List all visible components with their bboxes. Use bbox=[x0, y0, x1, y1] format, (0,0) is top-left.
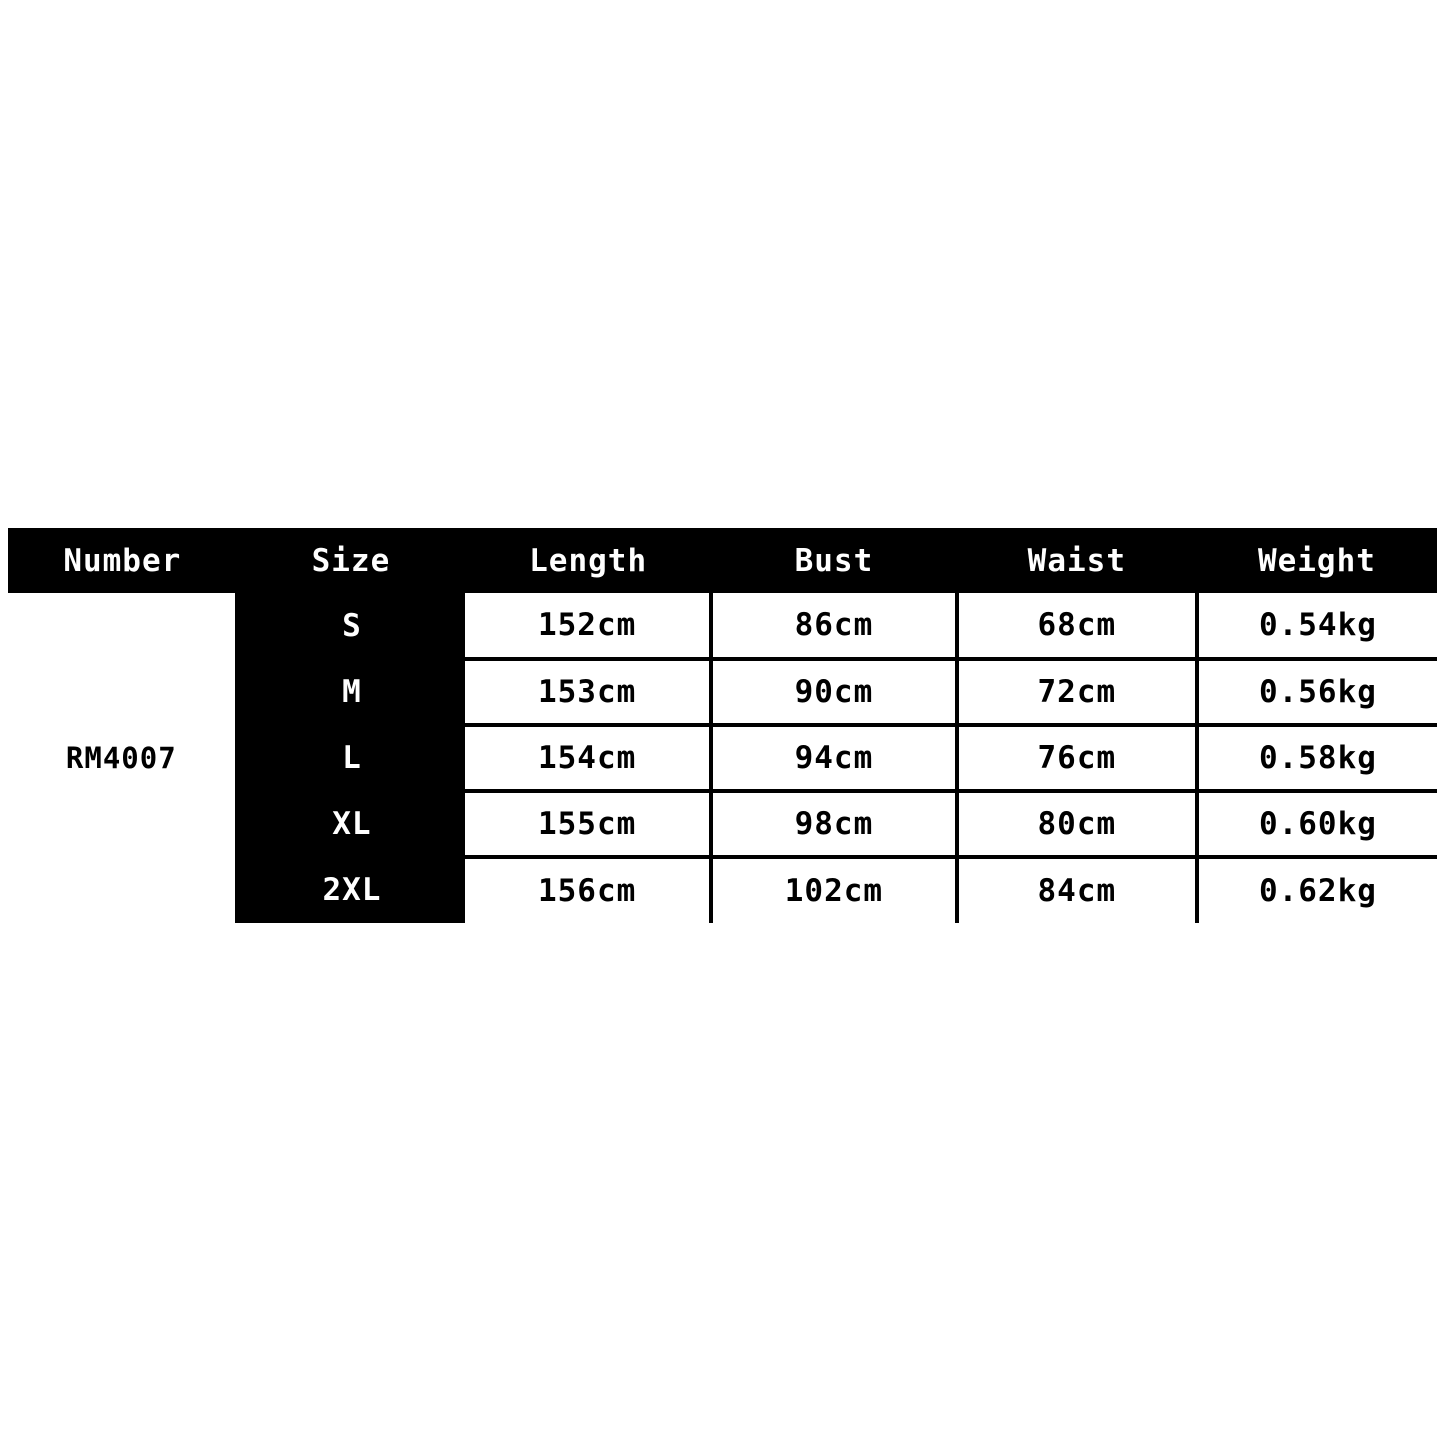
weight-cell: 0.56kg bbox=[1197, 659, 1437, 725]
length-cell: 153cm bbox=[465, 659, 711, 725]
column-header-size: Size bbox=[237, 528, 466, 593]
length-cell: 156cm bbox=[465, 857, 711, 923]
bust-cell: 94cm bbox=[711, 725, 957, 791]
size-cell: S bbox=[237, 593, 466, 659]
column-header-bust: Bust bbox=[711, 528, 957, 593]
column-header-weight: Weight bbox=[1197, 528, 1437, 593]
size-cell: XL bbox=[237, 791, 466, 857]
size-cell: 2XL bbox=[237, 857, 466, 923]
length-cell: 154cm bbox=[465, 725, 711, 791]
weight-cell: 0.60kg bbox=[1197, 791, 1437, 857]
column-header-waist: Waist bbox=[957, 528, 1197, 593]
bust-cell: 102cm bbox=[711, 857, 957, 923]
waist-cell: 84cm bbox=[957, 857, 1197, 923]
weight-cell: 0.62kg bbox=[1197, 857, 1437, 923]
bust-cell: 86cm bbox=[711, 593, 957, 659]
waist-cell: 80cm bbox=[957, 791, 1197, 857]
column-header-number: Number bbox=[8, 528, 237, 593]
waist-cell: 68cm bbox=[957, 593, 1197, 659]
bust-cell: 98cm bbox=[711, 791, 957, 857]
length-cell: 152cm bbox=[465, 593, 711, 659]
size-chart-table-container bbox=[8, 528, 1437, 920]
waist-cell: 76cm bbox=[957, 725, 1197, 791]
length-cell: 155cm bbox=[465, 791, 711, 857]
table-row bbox=[8, 593, 1437, 659]
product-number-cell: RM4007 bbox=[8, 593, 237, 923]
weight-cell: 0.58kg bbox=[1197, 725, 1437, 791]
bust-cell: 90cm bbox=[711, 659, 957, 725]
size-cell: L bbox=[237, 725, 466, 791]
table-header-row bbox=[8, 528, 1437, 593]
waist-cell: 72cm bbox=[957, 659, 1197, 725]
weight-cell: 0.54kg bbox=[1197, 593, 1437, 659]
column-header-length: Length bbox=[465, 528, 711, 593]
size-cell: M bbox=[237, 659, 466, 725]
size-chart-table bbox=[8, 528, 1437, 923]
